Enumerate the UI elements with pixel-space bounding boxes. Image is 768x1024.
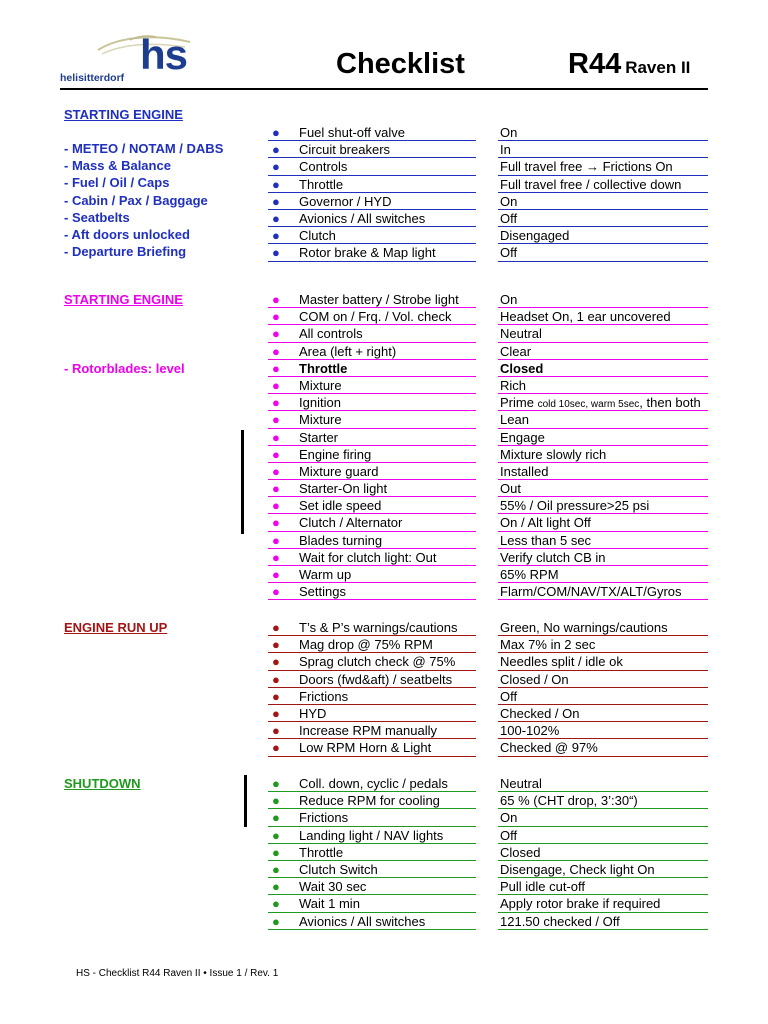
item-action: Area (left + right) [299,343,397,359]
item-result: Off [500,688,518,704]
item-action: Settings [299,584,346,600]
item-result: Installed [500,463,549,479]
item-action: All controls [299,326,363,342]
item-action: Set idle speed [299,498,382,514]
checklist-row [268,360,708,377]
checklist-row [268,739,708,756]
bullet-icon: ● [272,705,280,721]
checklist-row [268,158,708,175]
item-action: Clutch / Alternator [299,515,403,531]
item-result: On [500,125,518,140]
item-action: Warm up [299,567,352,582]
bullet-icon: ● [272,896,280,912]
item-result: 121.50 checked / Off [500,913,620,929]
checklist-row [268,446,708,463]
item-result: Needles split / idle ok [500,654,623,670]
bullet-icon: ● [272,810,280,826]
item-result: Neutral [500,776,542,791]
note-item: - Fuel / Oil / Caps [64,175,170,191]
item-result: 100-102% [500,723,560,739]
checklist-row [268,775,708,792]
item-action: Wait 1 min [299,896,360,912]
checklist-row [268,463,708,480]
item-action: Ignition [299,395,341,411]
section-notes [64,360,185,377]
checklist-row [268,566,708,583]
result-main: Prime [500,395,538,411]
item-action: Increase RPM manually [299,723,437,739]
checklist-row [268,377,708,394]
bullet-icon: ● [272,245,280,261]
item-action: Reduce RPM for cooling [299,793,440,809]
checklist-row [268,861,708,878]
item-result: On [500,810,518,826]
bullet-icon: ● [272,429,280,445]
item-result: Off [500,827,518,843]
bullet-icon: ● [272,377,280,393]
item-action: Throttle [299,176,344,192]
checklist-row [268,141,708,158]
bullet-icon: ● [272,861,280,877]
item-result: Off [500,245,518,261]
checklist-row [268,514,708,531]
checklist-row [268,124,708,141]
item-action: Master battery / Strobe light [299,292,459,307]
item-result: Closed [500,360,544,376]
item-action: Avionics / All switches [299,913,426,929]
note-item: - METEO / NOTAM / DABS [64,141,224,156]
item-action: Controls [299,159,348,175]
item-action: Frictions [299,810,349,826]
bullet-icon: ● [272,446,280,462]
checklist-row [268,913,708,930]
checklist-row [268,827,708,844]
item-result: Disengage, Check light On [500,861,655,877]
item-result: Disengaged [500,228,570,244]
logo-mark: hs [140,31,188,78]
item-action: COM on / Frq. / Vol. check [299,309,452,325]
item-result: 55% / Oil pressure>25 psi [500,498,650,514]
item-result: Neutral [500,326,542,342]
bullet-icon: ● [272,620,280,635]
vertical-bar [241,430,244,534]
item-action: Wait for clutch light: Out [299,549,437,565]
checklist-items [268,291,708,600]
checklist-row [268,176,708,193]
item-result: Headset On, 1 ear uncovered [500,309,671,325]
note-item: - Rotorblades: level [64,361,185,376]
item-result: Off [500,210,518,226]
checklist-row [268,291,708,308]
checklist-row [268,809,708,826]
page-title: Checklist [336,48,465,80]
logo-text: helisitterdorf [60,72,125,84]
bullet-icon: ● [272,481,280,497]
bullet-icon: ● [272,793,280,809]
item-result: Mixture slowly rich [500,446,607,462]
vertical-bar [244,775,247,827]
checklist-row [268,878,708,895]
checklist-row [268,325,708,342]
note-item: - Departure Briefing [64,244,187,260]
bullet-icon: ● [272,740,280,756]
item-action: Coll. down, cyclic / pedals [299,776,448,791]
bullet-icon: ● [272,395,280,411]
checklist-items [268,775,708,930]
item-action: Throttle [299,360,348,376]
checklist-row [268,210,708,227]
bullet-icon: ● [272,654,280,670]
company-logo [60,28,200,84]
item-result: 65 % (CHT drop, 3’:30“) [500,793,638,809]
section-title: STARTING ENGINE [64,292,183,307]
note-item: - Mass & Balance [64,158,171,174]
item-result: Full travel free → Frictions On [500,159,673,175]
checklist-row [268,343,708,360]
checklist-row [268,653,708,670]
item-result: Lean [500,412,529,428]
item-result: In [500,142,511,158]
item-result: Apply rotor brake if required [500,896,661,912]
item-action: Mixture guard [299,463,379,479]
item-result: Clear [500,343,532,359]
bullet-icon: ● [272,142,280,158]
item-result: On [500,292,518,307]
item-action: Landing light / NAV lights [299,827,444,843]
bullet-icon: ● [272,688,280,704]
item-action: Circuit breakers [299,142,391,158]
bullet-icon: ● [272,567,280,582]
bullet-icon: ● [272,827,280,843]
item-result: Flarm/COM/NAV/TX/ALT/Gyros [500,584,682,600]
bullet-icon: ● [272,326,280,342]
item-action: Wait 30 sec [299,879,367,895]
checklist-row [268,844,708,861]
item-result: On [500,193,518,209]
bullet-icon: ● [272,360,280,376]
checklist-row [268,394,708,411]
checklist-row [268,636,708,653]
item-action: Governor / HYD [299,193,392,209]
checklist-row [268,429,708,446]
bullet-icon: ● [272,844,280,860]
bullet-icon: ● [272,532,280,548]
checklist-row [268,549,708,566]
model-name: R44 [568,48,622,80]
bullet-icon: ● [272,515,280,531]
bullet-icon: ● [272,879,280,895]
item-action: Engine firing [299,446,372,462]
bullet-icon: ● [272,210,280,226]
checklist-row [268,227,708,244]
bullet-icon: ● [272,584,280,600]
checklist-row [268,583,708,600]
item-action: Rotor brake & Map light [299,245,436,261]
item-action: Mag drop @ 75% RPM [299,637,433,653]
bullet-icon: ● [272,309,280,325]
model-variant: Raven II [625,58,691,77]
item-action: Throttle [299,844,344,860]
bullet-icon: ● [272,913,280,929]
footer: HS - Checklist R44 Raven II • Issue 1 / Rev. 1 [76,968,279,979]
checklist-items [268,619,708,757]
checklist-row [268,244,708,261]
item-result: Checked @ 97% [500,740,598,756]
checklist-row [268,722,708,739]
checklist-row [268,671,708,688]
checklist-items [268,124,708,262]
item-result: Less than 5 sec [500,532,592,548]
checklist-row [268,480,708,497]
note-item: - Cabin / Pax / Baggage [64,192,208,208]
header-rule [60,88,708,90]
checklist-row [268,193,708,210]
item-result: Verify clutch CB in [500,549,606,565]
bullet-icon: ● [272,637,280,653]
item-action: Starter-On light [299,481,388,497]
note-item: - Aft doors unlocked [64,226,190,242]
item-action: Mixture [299,412,342,428]
item-action: Low RPM Horn & Light [299,740,432,756]
checklist-row [268,619,708,636]
item-action: Clutch Switch [299,861,378,877]
item-action: Starter [299,429,339,445]
section-title: SHUTDOWN [64,776,141,791]
result-tail: , then both [639,395,701,411]
checklist-row [268,308,708,325]
checklist-row [268,497,708,514]
item-action: T’s & P’s warnings/cautions [299,620,458,635]
item-action: Mixture [299,377,342,393]
item-result: 65% RPM [500,567,559,582]
item-action: Doors (fwd&aft) / seatbelts [299,671,453,687]
bullet-icon: ● [272,723,280,739]
item-action: Sprag clutch check @ 75% [299,654,456,670]
checklist-row [268,688,708,705]
item-result: Closed / On [500,671,569,687]
item-action: Avionics / All switches [299,210,426,226]
item-result: Out [500,481,521,497]
bullet-icon: ● [272,159,280,175]
item-action: Fuel shut-off valve [299,125,405,140]
bullet-icon: ● [272,671,280,687]
bullet-icon: ● [272,549,280,565]
bullet-icon: ● [272,343,280,359]
item-action: Clutch [299,228,336,244]
bullet-icon: ● [272,228,280,244]
item-action: HYD [299,705,327,721]
bullet-icon: ● [272,463,280,479]
bullet-icon: ● [272,292,280,307]
bullet-icon: ● [272,193,280,209]
bullet-icon: ● [272,498,280,514]
item-result: Green, No warnings/cautions [500,620,668,635]
item-action: Frictions [299,688,349,704]
item-result: Pull idle cut-off [500,879,586,895]
section-notes [64,140,223,260]
section-title: STARTING ENGINE [64,107,183,122]
header [60,28,710,90]
bullet-icon: ● [272,125,280,140]
bullet-icon: ● [272,176,280,192]
item-action: Blades turning [299,532,383,548]
item-result: Engage [500,429,545,445]
checklist-row [268,705,708,722]
note-item: - Seatbelts [64,209,130,225]
bullet-icon: ● [272,776,280,791]
checklist-row [268,532,708,549]
item-result: Closed [500,844,541,860]
item-result: Max 7% in 2 sec [500,637,596,653]
aircraft-model [568,50,690,79]
section-title: ENGINE RUN UP [64,620,168,635]
bullet-icon: ● [272,412,280,428]
item-result: On / Alt light Off [500,515,591,531]
checklist-row [268,895,708,912]
checklist-row [268,411,708,428]
checklist-row [268,792,708,809]
item-result: Checked / On [500,705,580,721]
item-result: Rich [500,377,527,393]
result-small: cold 10sec, warm 5sec [537,399,640,411]
item-result: Full travel free / collective down [500,176,682,192]
